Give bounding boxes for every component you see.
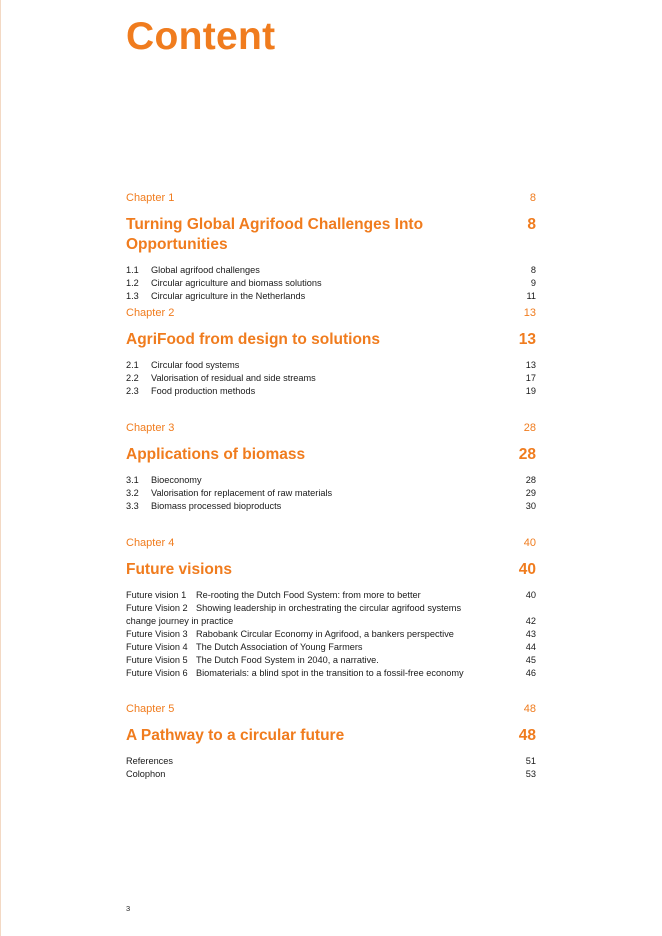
entry-page: 44 bbox=[525, 642, 536, 652]
entry-text: Bioeconomy bbox=[151, 475, 202, 485]
toc-entry-future-vision-1[interactable] bbox=[126, 589, 536, 602]
chapter-1-entries bbox=[126, 264, 536, 303]
chapter-3-label: Chapter 3 bbox=[126, 422, 175, 434]
chapter-3-title-page: 28 bbox=[518, 446, 536, 463]
entry-number: 1.3 bbox=[126, 291, 139, 301]
entry-text: Showing leadership in orchestrating the circular agrifood systems bbox=[196, 603, 462, 613]
chapter-2-title-row[interactable] bbox=[126, 330, 536, 350]
entry-text: The Dutch Food System in 2040, a narrative. bbox=[196, 655, 379, 665]
chapter-3-label-page: 28 bbox=[523, 422, 536, 434]
entry-page: 53 bbox=[525, 769, 536, 779]
entry-page: 40 bbox=[525, 590, 536, 600]
chapter-5-title-row[interactable] bbox=[126, 726, 536, 746]
entry-page: 30 bbox=[525, 501, 536, 511]
entry-number: 2.2 bbox=[126, 373, 139, 383]
entry-page: 9 bbox=[530, 278, 536, 288]
entry-page: 11 bbox=[526, 291, 536, 301]
entry-page: 29 bbox=[525, 488, 536, 498]
entry-page: 45 bbox=[525, 655, 536, 665]
entry-number: 3.1 bbox=[126, 475, 139, 485]
chapter-5-section bbox=[126, 702, 536, 781]
toc-entry-future-vision-6[interactable] bbox=[126, 667, 536, 680]
chapter-2-title: AgriFood from design to solutions bbox=[126, 331, 381, 348]
entry-text: Valorisation of residual and side streams bbox=[151, 373, 316, 383]
entry-number: Future Vision 6 bbox=[126, 668, 188, 678]
entry-text-continued: change journey in practice bbox=[126, 616, 234, 626]
entry-text: Circular agriculture and biomass solutions bbox=[151, 278, 322, 288]
chapter-3-label-row[interactable] bbox=[126, 421, 536, 435]
chapter-3-section bbox=[126, 421, 536, 513]
chapter-2-label: Chapter 2 bbox=[126, 307, 175, 319]
toc-entry-future-vision-4[interactable] bbox=[126, 641, 536, 654]
chapter-2-section bbox=[126, 306, 536, 398]
chapter-2-title-page: 13 bbox=[518, 331, 536, 348]
toc-entry-colophon[interactable] bbox=[126, 768, 536, 781]
entry-number: 1.1 bbox=[126, 265, 139, 275]
entry-page: 46 bbox=[525, 668, 536, 678]
toc-entry-references[interactable] bbox=[126, 755, 536, 768]
chapter-1-title-page: 8 bbox=[527, 216, 536, 233]
chapter-5-label: Chapter 5 bbox=[126, 703, 175, 715]
toc-entry-3-2[interactable] bbox=[126, 487, 536, 500]
chapter-4-section bbox=[126, 536, 536, 680]
page-number: 3 bbox=[126, 904, 131, 913]
chapter-5-entries bbox=[126, 755, 536, 781]
entry-text: Re-rooting the Dutch Food System: from more to better bbox=[196, 590, 421, 600]
entry-number: Future vision 1 bbox=[126, 590, 187, 600]
left-margin-rule bbox=[0, 0, 1, 936]
entry-text: Rabobank Circular Economy in Agrifood, a bankers perspective bbox=[196, 629, 454, 639]
entry-text: Biomass processed bioproducts bbox=[151, 501, 282, 511]
chapter-4-title-row[interactable] bbox=[126, 560, 536, 580]
entry-number: 3.3 bbox=[126, 501, 139, 511]
chapter-3-title-row[interactable] bbox=[126, 445, 536, 465]
toc-entry-1-2[interactable] bbox=[126, 277, 536, 290]
entry-page: 8 bbox=[530, 265, 536, 275]
entry-number: 2.3 bbox=[126, 386, 139, 396]
page-title: Content bbox=[126, 15, 276, 58]
chapter-1-label-page: 8 bbox=[529, 192, 536, 204]
chapter-2-entries bbox=[126, 359, 536, 398]
entry-text: Global agrifood challenges bbox=[151, 265, 260, 275]
entry-number: Future Vision 4 bbox=[126, 642, 188, 652]
entry-text: Food production methods bbox=[151, 386, 256, 396]
entry-page: 51 bbox=[525, 756, 536, 766]
toc-entry-future-vision-2-line-2[interactable] bbox=[126, 615, 536, 628]
entry-page: 17 bbox=[525, 373, 536, 383]
entry-text: Valorisation for replacement of raw materials bbox=[151, 488, 333, 498]
entry-text: Biomaterials: a blind spot in the transition to a fossil-free economy bbox=[196, 668, 464, 678]
entry-number: 1.2 bbox=[126, 278, 139, 288]
toc-entry-2-2[interactable] bbox=[126, 372, 536, 385]
entry-number: Future Vision 2 bbox=[126, 603, 188, 613]
entry-number: Future Vision 5 bbox=[126, 655, 188, 665]
chapter-4-entries bbox=[126, 589, 536, 680]
toc-entry-1-3[interactable] bbox=[126, 290, 536, 303]
chapter-1-title-row[interactable] bbox=[126, 215, 536, 255]
toc-entry-3-1[interactable] bbox=[126, 474, 536, 487]
chapter-5-title-page: 48 bbox=[518, 727, 536, 744]
entry-page: 13 bbox=[525, 360, 536, 370]
toc-entry-3-3[interactable] bbox=[126, 500, 536, 513]
entry-number: 2.1 bbox=[126, 360, 139, 370]
toc-entry-2-3[interactable] bbox=[126, 385, 536, 398]
chapter-4-title: Future visions bbox=[126, 561, 232, 578]
chapter-4-label-page: 40 bbox=[523, 537, 536, 549]
chapter-3-title: Applications of biomass bbox=[126, 446, 306, 463]
chapter-1-section bbox=[126, 191, 536, 303]
chapter-5-label-row[interactable] bbox=[126, 702, 536, 716]
chapter-3-entries bbox=[126, 474, 536, 513]
toc-entry-1-1[interactable] bbox=[126, 264, 536, 277]
entry-page: 42 bbox=[525, 616, 536, 626]
entry-text: Circular agriculture in the Netherlands bbox=[151, 291, 306, 301]
chapter-5-title: A Pathway to a circular future bbox=[126, 727, 345, 744]
chapter-2-label-page: 13 bbox=[523, 307, 536, 319]
entry-page: 19 bbox=[525, 386, 536, 396]
entry-text: References bbox=[126, 756, 173, 766]
chapter-4-label-row[interactable] bbox=[126, 536, 536, 550]
entry-page: 28 bbox=[525, 475, 536, 485]
chapter-1-label-row[interactable] bbox=[126, 191, 536, 205]
entry-number: 3.2 bbox=[126, 488, 139, 498]
chapter-5-label-page: 48 bbox=[523, 703, 536, 715]
toc-entry-future-vision-2-line-1[interactable] bbox=[126, 602, 536, 615]
entry-text: The Dutch Association of Young Farmers bbox=[196, 642, 363, 652]
entry-page: 43 bbox=[525, 629, 536, 639]
entry-text: Colophon bbox=[126, 769, 166, 779]
chapter-4-title-page: 40 bbox=[518, 561, 536, 578]
toc-entry-future-vision-3[interactable] bbox=[126, 628, 536, 641]
chapter-1-title: Turning Global Agrifood Challenges Into Opportunities bbox=[126, 216, 424, 253]
entry-text: Circular food systems bbox=[151, 360, 240, 370]
chapter-2-label-row[interactable] bbox=[126, 306, 536, 320]
chapter-4-label: Chapter 4 bbox=[126, 537, 175, 549]
toc-entry-future-vision-5[interactable] bbox=[126, 654, 536, 667]
toc-entry-2-1[interactable] bbox=[126, 359, 536, 372]
entry-number: Future Vision 3 bbox=[126, 629, 188, 639]
chapter-1-label: Chapter 1 bbox=[126, 192, 175, 204]
